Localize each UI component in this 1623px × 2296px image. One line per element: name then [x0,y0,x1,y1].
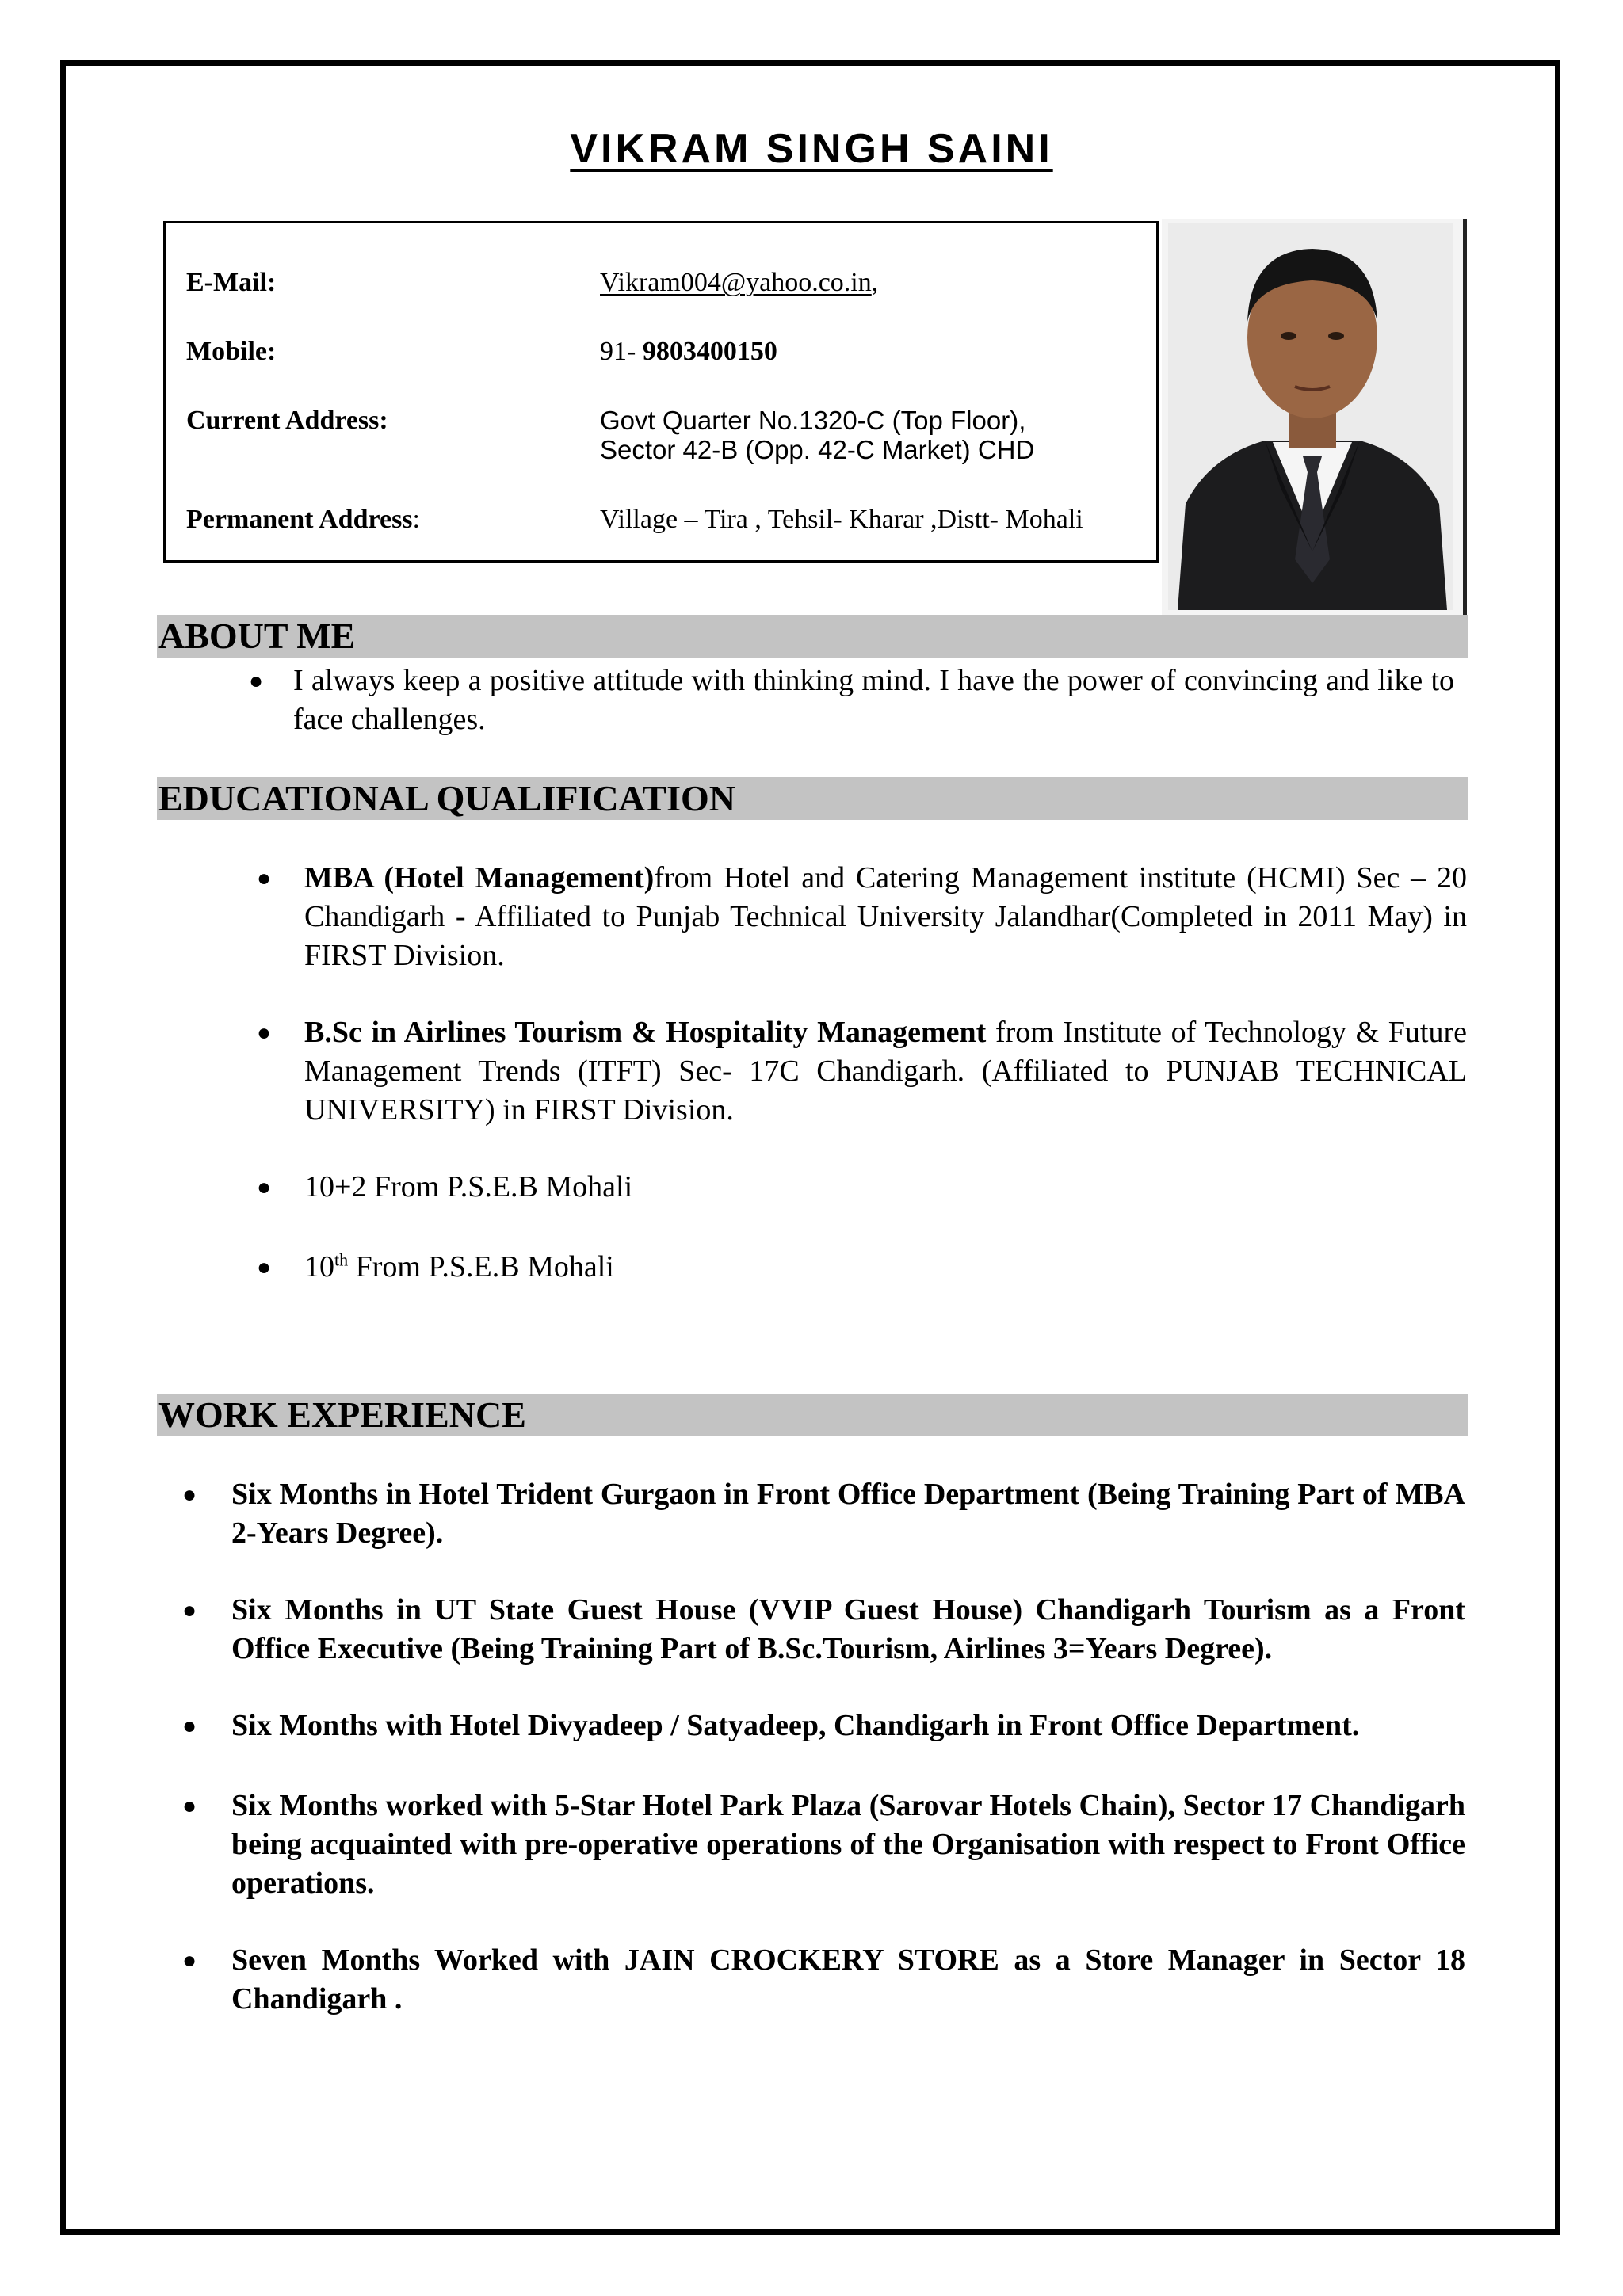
list-item: ● 10+2 From P.S.E.B Mohali [257,1170,633,1203]
list-item: ● Six Months in Hotel Trident Gurgaon in Front Office Department (Being Training Part of MBA 2-Years Degree). [182,1478,1465,1550]
email-link[interactable]: Vikram004@yahoo.co.in [600,268,872,297]
list-item: ● B.Sc in Airlines Tourism & Hospitality Management from Institute of Technology & Future Management Trends (ITFT) Sec- 17C Chandigarh. (Affiliated to PUNJAB TECHNICAL UNIVERSITY) in FIRST Division. [257,1016,1467,1127]
mobile-prefix: 91- [600,337,643,366]
email-value [600,268,1170,298]
current-address-label: Current Address: [186,406,388,435]
profile-photo [1162,219,1467,615]
permanent-address-label-text: Permanent Address [186,505,413,534]
education-heading: EDUCATIONAL QUALIFICATION [157,777,1468,820]
email-suffix: , [871,268,879,297]
email-label: E-Mail: [186,268,277,297]
candidate-name: VIKRAM SINGH SAINI [570,126,1053,172]
list-item: ● Seven Months Worked with JAIN CROCKERY STORE as a Store Manager in Sector 18 Chandigarh . [182,1943,1465,2016]
list-item: ● Six Months with Hotel Divyadeep / Satyadeep, Chandigarh in Front Office Department. [182,1709,1360,1742]
work-heading: WORK EXPERIENCE [157,1394,1468,1436]
about-text: I always keep a positive attitude with thinking mind. I have the power of convincing and like to face challenges. [293,664,1454,736]
permanent-address-label [186,505,567,535]
profile-photo-drawing [1162,219,1463,615]
contact-box [163,221,1159,563]
work-list [182,1475,1465,2019]
about-list [249,662,1454,739]
about-heading: ABOUT ME [157,615,1468,658]
list-item: ● Six Months worked with 5-Star Hotel Park Plaza (Sarovar Hotels Chain), Sector 17 Chandigarh being acquainted with pre-operative operations of the Organisation with respect to Front Office operations. [182,1789,1465,1900]
list-item: ● Six Months in UT State Guest House (VVIP Guest House) Chandigarh Tourism as a Front Office Executive (Being Training Part of B.Sc.Tourism, Airlines 3=Years Degree). [182,1593,1465,1665]
mobile-value [600,337,1170,367]
current-address-line2: Sector 42-B (Opp. 42-C Market) CHD [600,435,1035,464]
mobile-label: Mobile: [186,337,277,366]
current-address-line1: Govt Quarter No.1320-C (Top Floor), [600,406,1026,435]
list-item: ● I always keep a positive attitude with thinking mind. I have the power of convincing and like to face challenges. [249,664,1454,736]
permanent-address-value: Village – Tira , Tehsil- Kharar ,Distt- Mohali [600,505,1083,534]
list-item: ● 10th From P.S.E.B Mohali [257,1249,614,1283]
education-list [257,859,1467,1287]
permanent-address-colon: : [412,505,420,534]
mobile-number: 9803400150 [642,337,777,366]
list-item: ● MBA (Hotel Management)from Hotel and Catering Management institute (HCMI) Sec – 20 Chandigarh - Affiliated to Punjab Technical University Jalandhar(Completed in 2011 May) in FIRST Division. [257,861,1467,972]
